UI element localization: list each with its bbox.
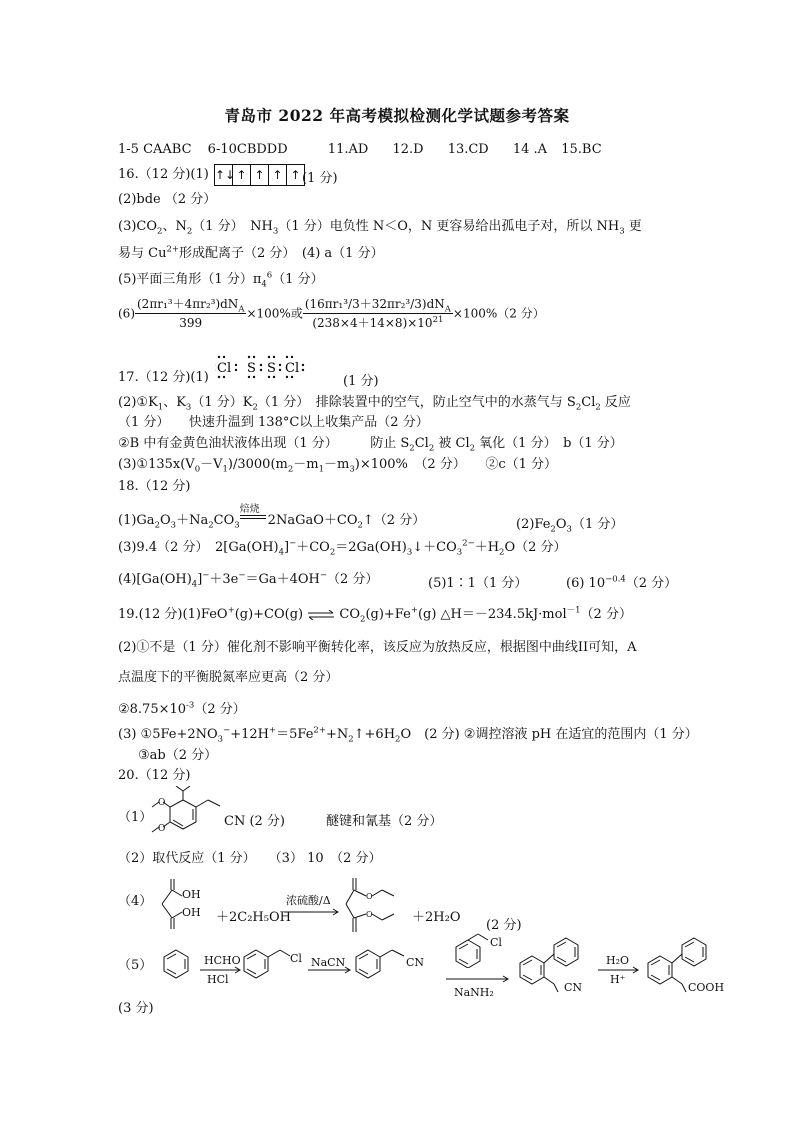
q20-2-3: （2）取代反应（1 分） （3） 10 （2 分） (118, 851, 382, 866)
cn-label: CN (564, 981, 583, 994)
reagent-nacn: NaCN (311, 956, 346, 969)
lewis-structure-s2cl2 (215, 353, 305, 381)
q16-heading: 16.（12 分)(1) (118, 167, 209, 182)
q20-4-condition: 浓硫酸/Δ (286, 894, 331, 907)
mc-14: 14 .A (512, 142, 548, 157)
q17-2: $(2)①K_1$、$K_3(1$ 分）$K_2(1$ 分） 排除装置中的空气，防止空气中的水蒸气与 $S_2Cl_2$ 反应 (118, 395, 631, 413)
q20-1-label: （1） (118, 810, 153, 825)
q20-4-product: ＋2H₂O (412, 910, 461, 925)
molecule-intermediate-nitrile (512, 934, 596, 998)
orbital-box: ↑↓ (215, 165, 233, 185)
q17-1-score: (1 分) (343, 374, 379, 389)
lewis-atom-cl: Cl (285, 361, 300, 376)
orbital-box: ↑ (269, 165, 287, 185)
lewis-atom-s: S (267, 361, 276, 376)
q18-1: $(1)Ga_2O_3+Na_2CO_3$ 焙烧 $2NaGaO+CO_2↑(2$ 分） (118, 504, 426, 531)
q20-5-score: (3 分) (118, 1001, 154, 1016)
q20-4-label: （4） (118, 894, 153, 909)
q16-3: $(3)CO_2$、$N_2(1$ 分） $NH_3(1$ 分）电负性 N＜O，N 更容易给出孤电子对，所以 $NH_3$ 更 (118, 219, 642, 237)
reaction-arrow-icon (308, 966, 352, 974)
q17-3: $(3)①135x(V_0-V_1)/3000(m_2-m_1-m_3)\times 100\%$ （2 分） ②c（1 分） (118, 457, 557, 475)
q18-5: (5)1∶1（1 分） (428, 576, 528, 591)
reaction-arrow-icon (200, 966, 242, 974)
mc-12: 12.D (392, 142, 424, 157)
svg-text:O: O (366, 892, 373, 901)
q18-6: (6) $10^{-0.4}(2$ 分） (566, 574, 678, 591)
q17-2b: ②B 中有金黄色油状液体出现（1 分） 防止 $S_2Cl_2$ 被 $Cl_2$ 氧化（1 分） b（1 分） (118, 436, 623, 454)
lewis-atom-cl: Cl (217, 361, 232, 376)
orbital-box: ↑ (290, 168, 301, 182)
orbital-box: ↑ (233, 165, 251, 185)
q20-heading: 20.（12 分) (118, 768, 191, 783)
fraction-1: $\frac{(2\pi r_1^3+4\pi r_2^3)dN_A}{399}$ (137, 297, 245, 330)
fraction-2: $\frac{(16\pi r_1^3/3+32\pi r_2^3/3)dN_A}{(238\times 4+14\times 8)\times 10^{21}}$ (304, 297, 451, 330)
q18-2: $(2)Fe_2O_3(1$ 分） (516, 517, 624, 535)
reaction-condition: 焙烧 (239, 504, 260, 515)
q19-3-cont: ③ab（2 分） (138, 748, 218, 763)
q20-1-cn: CN (2 分) (224, 814, 286, 829)
q17-heading: 17.（12 分)(1) (118, 370, 209, 385)
oh-label: OH (182, 888, 201, 901)
mc-15: 15.BC (561, 142, 602, 157)
reagent-hcl: HCl (207, 973, 229, 986)
q18-3: (3)9.4（2 分） $2[Ga(OH)_4]^-+CO_2=2Ga(OH)_3↓+CO_3^{2-}+H_2O(2$ 分） (118, 538, 567, 558)
mc-13: 13.CD (447, 142, 489, 157)
svg-text:O: O (158, 798, 166, 808)
svg-text:O: O (158, 824, 166, 834)
mc-1-5: 1-5 CAABC (118, 142, 192, 157)
molecule-benzyl-cyanide (352, 946, 412, 982)
q16-6: (6) $\frac{(2\pi r_1^3+4\pi r_2^3)dN_A}{399}$ ×100%或 $\frac{(16\pi r_1^3/3+32\pi r_2^3/3)dN_A}{(238\times 4+14\times 8)\times 10^{21}}$ ×100%（2 分） (118, 297, 545, 330)
q18-4: $(4)[Ga(OH)_4]^-+3e^-=Ga+4OH^-(2$ 分） (118, 570, 379, 590)
q20-4-score: (2 分) (486, 918, 522, 933)
reagent-h-plus: H⁺ (610, 973, 626, 986)
q20-4-reagent: ＋2C₂H₅OH (216, 910, 291, 925)
q20-1-answer: 醚键和氰基（2 分） (326, 814, 443, 829)
q17-2-cont: （1 分） 快速升温到 138°C以上收集产品（2 分） (118, 415, 429, 430)
svg-text:O: O (366, 910, 373, 919)
equilibrium-arrow-icon (307, 610, 335, 620)
lewis-atom-s: S (247, 361, 256, 376)
q19-2: (2)①不是（1 分）催化剂不影响平衡转化率，该反应为放热反应，根据图中曲线II可知，A (118, 640, 637, 655)
q19-3: (3) $①5Fe+2NO_3^-+12H^+=5Fe^{2+}+N_2↑+6H_2O$ (2 分) ②调控溶液 pH 在适宜的范围内（1 分） (118, 725, 698, 745)
page-title: 青岛市 2022 年高考模拟检测化学试题参考答案 (224, 106, 570, 125)
cl-label: Cl (490, 936, 502, 949)
q20-5-label: （5） (118, 958, 153, 973)
reagent-h2o: H₂O (606, 954, 630, 967)
q16-2: (2)bde （2 分） (118, 192, 217, 207)
cooh-label: COOH (688, 981, 725, 994)
q16-1-score: (1 分) (302, 171, 338, 186)
q16-3-cont: 易与 $Cu^{2+}$形成配离子（2 分） (4) a（1 分） (118, 244, 384, 261)
orbital-diagram (214, 164, 305, 186)
reagent-nanh2: NaNH₂ (454, 986, 494, 999)
mc-11: 11.AD (327, 142, 369, 157)
reaction-arrow-icon (284, 908, 340, 916)
oh-label: OH (182, 906, 201, 919)
cn-label: CN (406, 956, 425, 969)
mc-6-10: 6-10CBDDD (207, 142, 288, 157)
molecule-benzyl-chloride-reagent (452, 932, 512, 968)
mc-answers (118, 142, 602, 158)
reagent-hcho: HCHO (204, 954, 241, 967)
reaction-arrow-icon (446, 975, 510, 983)
cl-label: Cl (290, 952, 302, 965)
q19-1: 19.(12 分)(1)FeO+(g)+CO(g) $CO_2(g)+Fe^+(g)$ △H＝－234.5kJ·mol$^{-1}$（2 分） (118, 605, 632, 625)
molecule-q20-1 (148, 786, 228, 846)
orbital-box: ↑ (251, 165, 269, 185)
molecule-malonic-acid (152, 876, 202, 932)
q19-2b: $②8.75\times 10^{-3}(2$ 分） (118, 700, 246, 717)
q16-5: (5)平面三角形（1 分）$\pi_4^6(1$ 分） (118, 270, 324, 290)
benzene-icon (158, 946, 194, 982)
molecule-diethyl-malonate (340, 874, 404, 936)
q18-heading: 18.（12 分) (118, 479, 191, 494)
q19-2-cont: 点温度下的平衡脱氮率应更高（2 分） (118, 670, 339, 685)
